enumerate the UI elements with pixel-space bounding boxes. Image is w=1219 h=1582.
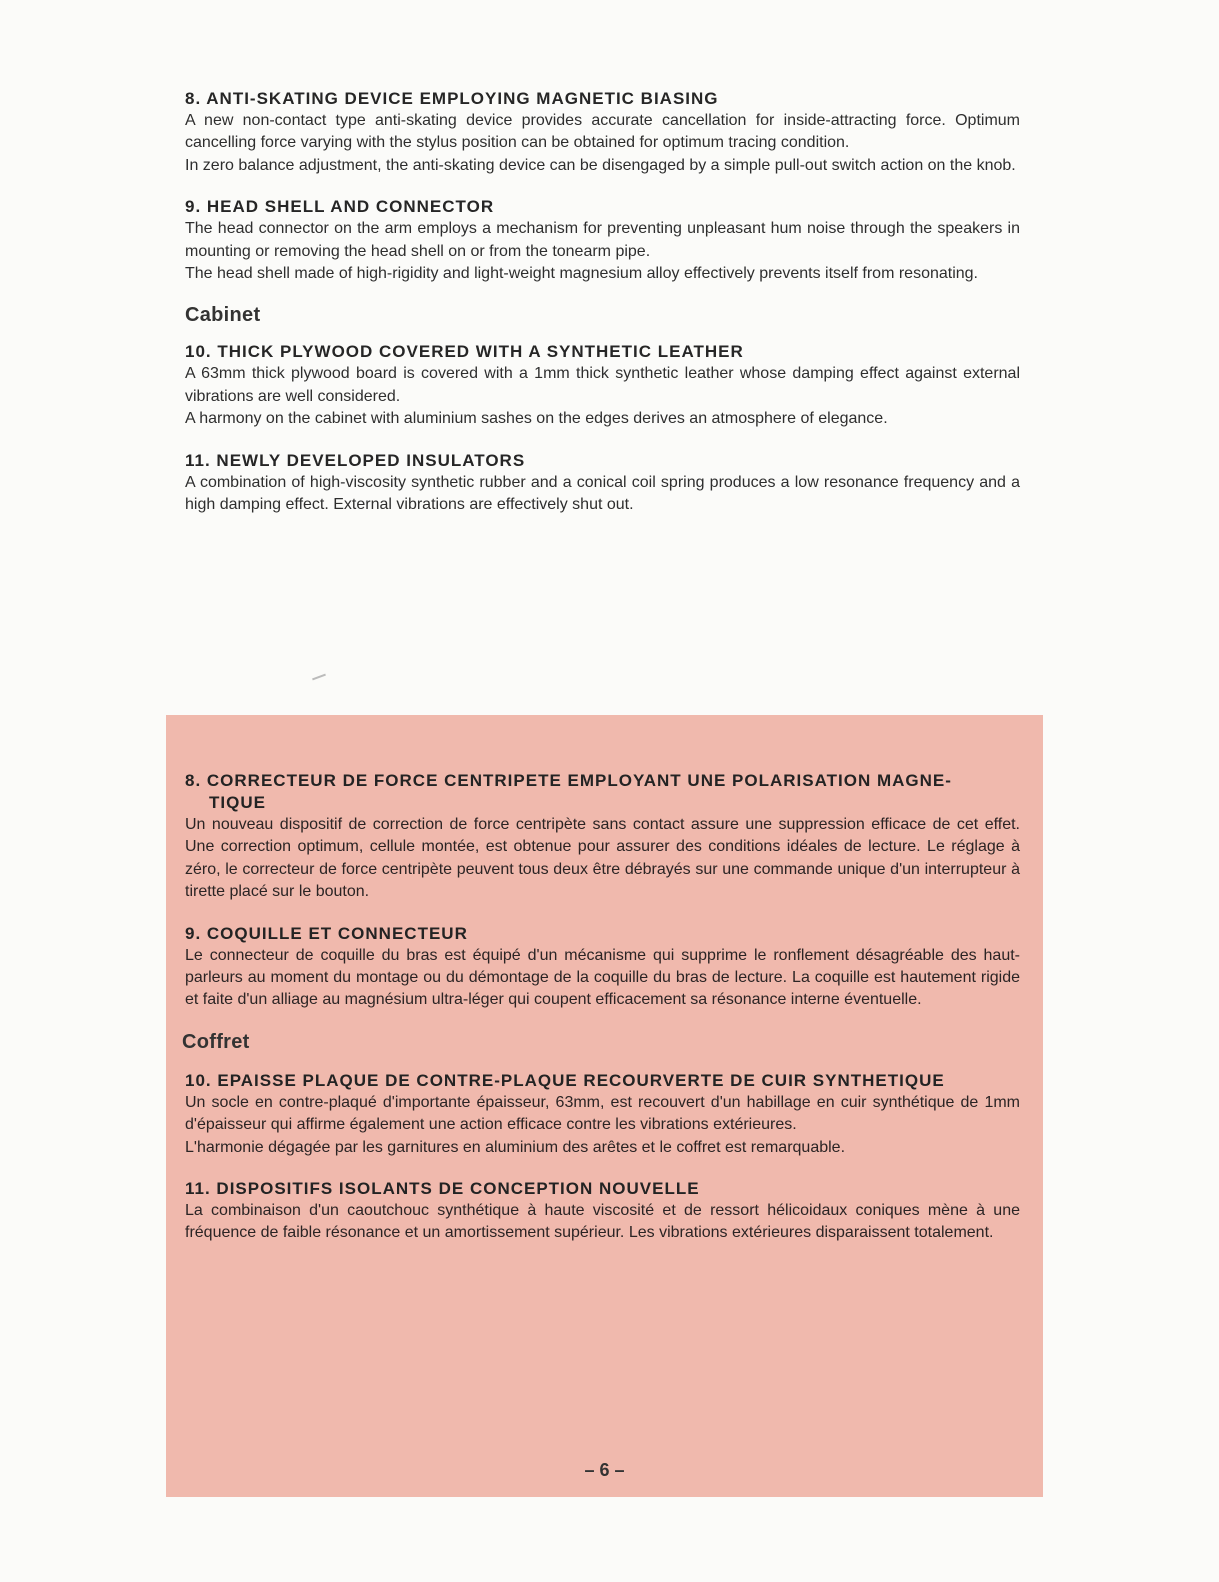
section-9-head-shell — [185, 196, 1020, 285]
paragraph: La combinaison d'un caoutchouc synthétique à haute viscosité et de ressort hélicoidaux coniques mène à une fréquence de faible résonance et un amortissement supérieur. Les vibrations extérieures disparaissent totalement. — [185, 1202, 1020, 1242]
section-11-isolants — [185, 1178, 1020, 1245]
paragraph: A 63mm thick plywood board is covered with a 1mm thick synthetic leather whose damping effect against external vibrations are well considered. — [185, 365, 1020, 405]
title-line-1: 8. CORRECTEUR DE FORCE CENTRIPETE EMPLOYANT UNE POLARISATION MAGNE- — [185, 771, 952, 790]
section-8-anti-skating — [185, 88, 1020, 177]
paragraph: In zero balance adjustment, the anti-skating device can be disengaged by a simple pull-out switch action on the knob. — [185, 156, 1016, 174]
paragraph: A harmony on the cabinet with aluminium sashes on the edges derives an atmosphere of elegance. — [185, 410, 888, 428]
cabinet-heading: Cabinet — [185, 304, 261, 327]
section-title — [185, 770, 1020, 814]
paragraph: Un nouveau dispositif de correction de force centripète sans contact assure une suppression efficace de cet effet. Une correction optimum, cellule montée, est obtenue pour assurer des conditions idéales de lecture. Le réglage à zéro, le correcteur de force centripète peuvent tous deux être débrayés sur une commande unique d'un interrupteur à tirette placé sur le bouton. — [185, 816, 1020, 901]
section-11-insulators — [185, 450, 1020, 517]
paragraph: A combination of high-viscosity synthetic rubber and a conical coil spring produces a low resonance frequency and a high damping effect. External vibrations are effectively shut out. — [185, 473, 1020, 514]
french-section — [182, 770, 1020, 1264]
section-title: 9. HEAD SHELL AND CONNECTOR — [185, 197, 495, 217]
paragraph: The head shell made of high-rigidity and light-weight magnesium alloy effectively prevents itself from resonating. — [185, 265, 978, 283]
section-10-plywood — [185, 341, 1020, 430]
section-9-coquille — [185, 923, 1020, 1012]
section-title: 11. DISPOSITIFS ISOLANTS DE CONCEPTION NOUVELLE — [185, 1179, 700, 1199]
paragraph: Le connecteur de coquille du bras est équipé d'un mécanisme qui supprime le ronflement désagréable des haut-parleurs au moment du montage ou du démontage de la coquille du bras de lecture. La coquille est hautement rigide et faite d'un alliage au magnésium ultra-léger qui coupent efficacement sa résonance interne éventuelle. — [185, 946, 1020, 1009]
section-title: 8. ANTI-SKATING DEVICE EMPLOYING MAGNETIC BIASING — [185, 89, 719, 108]
paragraph: The head connector on the arm employs a mechanism for preventing unpleasant hum noise through the speakers in mounting or removing the head shell on or from the tonearm pipe. — [185, 220, 1020, 260]
section-8-correcteur — [185, 770, 1020, 904]
english-section — [185, 88, 1020, 535]
paragraph: A new non-contact type anti-skating device provides accurate cancellation for inside-attracting force. Optimum cancelling force varying with the stylus position can be obtained for optimum tracing condition. — [185, 112, 1020, 152]
section-10-plaque — [185, 1070, 1020, 1159]
page-number: – 6 – — [584, 1460, 625, 1480]
title-line-2: TIQUE — [209, 793, 266, 812]
paragraph: L'harmonie dégagée par les garnitures en aluminium des arêtes et le coffret est remarquable. — [185, 1138, 846, 1156]
section-title: 10. THICK PLYWOOD COVERED WITH A SYNTHETIC LEATHER — [185, 342, 744, 362]
section-title: 10. EPAISSE PLAQUE DE CONTRE-PLAQUE RECOURVERTE DE CUIR SYNTHETIQUE — [185, 1070, 945, 1090]
scan-speck — [312, 674, 326, 681]
french-panel — [166, 715, 1043, 1497]
paragraph: Un socle en contre-plaqué d'importante épaisseur, 63mm, est recouvert d'un habillage en cuir synthétique de 1mm d'épaisseur qui affirme également une action efficace contre les vibrations extérieures. — [185, 1093, 1020, 1134]
section-title: 9. COQUILLE ET CONNECTEUR — [185, 923, 468, 943]
section-title: 11. NEWLY DEVELOPED INSULATORS — [185, 450, 526, 470]
coffret-heading: Coffret — [182, 1030, 250, 1053]
